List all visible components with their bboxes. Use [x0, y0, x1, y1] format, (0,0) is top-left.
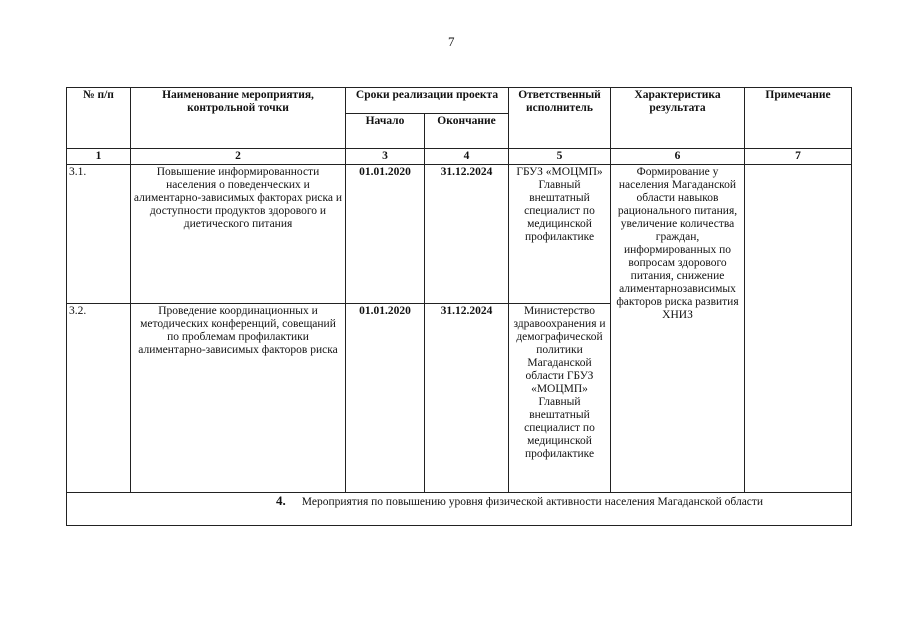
header-start: Начало [346, 114, 425, 149]
column-number: 4 [425, 149, 509, 165]
row-name: Повышение информированности населения о поведенческих и алиментарно-зависимых факторах риска и доступности продуктов здорового и диетического питания [131, 165, 346, 304]
column-number: 1 [67, 149, 131, 165]
column-number: 6 [611, 149, 745, 165]
action-plan-table [66, 87, 852, 526]
header-responsible: Ответственный исполнитель [509, 88, 611, 149]
column-number: 2 [131, 149, 346, 165]
row-note [745, 165, 852, 493]
row-name: Проведение координационных и методических конференций, совещаний по проблемам профилактики алиментарно-зависимых факторов риска [131, 304, 346, 493]
column-number: 3 [346, 149, 425, 165]
section-number: 4. [276, 493, 286, 508]
header-num: № п/п [67, 88, 131, 149]
header-result: Характеристика результата [611, 88, 745, 149]
row-responsible: ГБУЗ «МОЦМП» Главный внештатный специалист по медицинской профилактике [509, 165, 611, 304]
header-terms: Сроки реализации проекта [346, 88, 509, 114]
section-heading [67, 493, 852, 526]
row-num: 3.1. [67, 165, 131, 304]
header-end: Окончание [425, 114, 509, 149]
row-num: 3.2. [67, 304, 131, 493]
row-start-date: 01.01.2020 [346, 304, 425, 493]
row-responsible: Министерство здравоохранения и демографической политики Магаданской области ГБУЗ «МОЦМП» Главный внештатный специалист по медицинской профилактике [509, 304, 611, 493]
row-end-date: 31.12.2024 [425, 304, 509, 493]
header-row [67, 88, 852, 114]
row-start-date: 01.01.2020 [346, 165, 425, 304]
header-note: Примечание [745, 88, 852, 149]
table-row [67, 165, 852, 304]
page-number: 7 [448, 34, 455, 49]
column-number: 7 [745, 149, 852, 165]
row-end-date: 31.12.2024 [425, 165, 509, 304]
column-number-row [67, 149, 852, 165]
header-name: Наименование мероприятия, контрольной точки [131, 88, 346, 149]
column-number: 5 [509, 149, 611, 165]
row-result: Формирование у населения Магаданской области навыков рационального питания, увеличение количества граждан, информированных по вопросам здорового питания, снижение алиментарнозависимых факторов риска развития ХНИЗ [611, 165, 745, 493]
section-title: Мероприятия по повышению уровня физической активности населения Магаданской области [301, 496, 764, 508]
section-heading-row [67, 493, 852, 526]
